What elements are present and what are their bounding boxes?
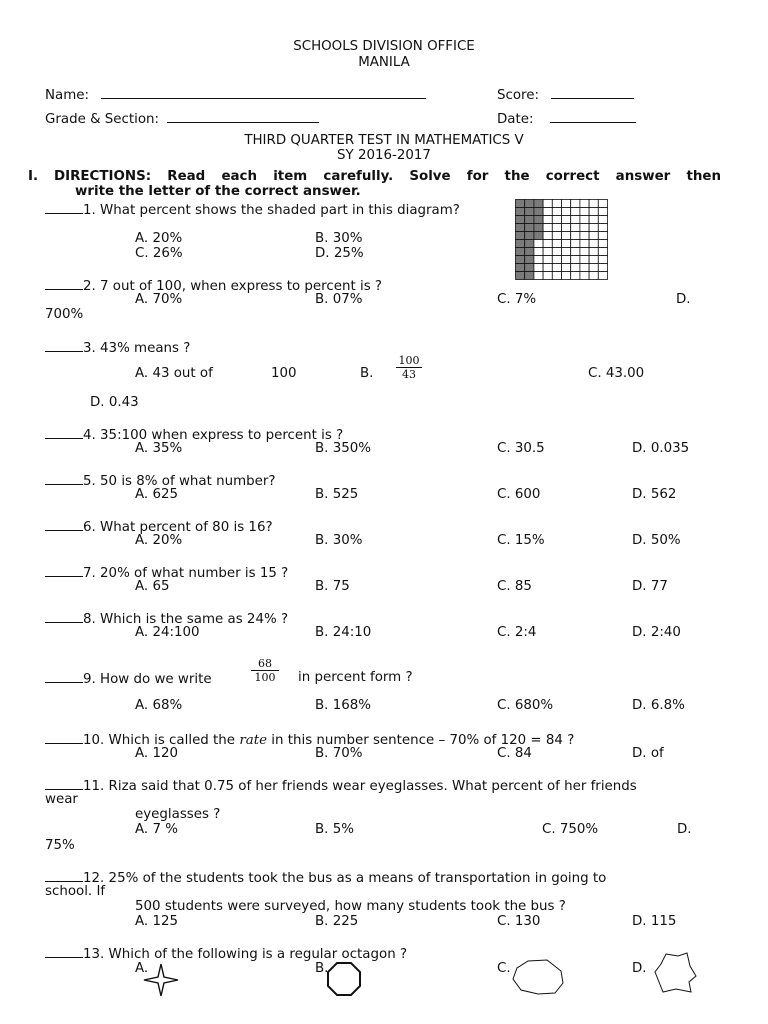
grid-square <box>580 200 589 208</box>
grid-square <box>562 256 571 264</box>
grid-square <box>598 264 607 272</box>
grid-square <box>580 208 589 216</box>
directions-line2: write the letter of the correct answer. <box>75 184 361 199</box>
percent-grid-diagram <box>515 199 609 281</box>
grid-square <box>552 208 561 216</box>
school-year: SY 2016-2017 <box>337 148 431 163</box>
q13-option-b: B. <box>315 961 329 976</box>
grid-square <box>534 264 543 272</box>
q2-text: 2. 7 out of 100, when express to percent is ? <box>83 279 383 294</box>
grid-square-shaded <box>516 256 525 264</box>
q13-option-c: C. <box>497 961 511 976</box>
q3-option-a: A. 43 out of <box>135 366 213 381</box>
q1-option-a: A. 20% <box>135 231 183 246</box>
grid-square <box>562 272 571 280</box>
q12-text: 12. 25% of the students took the bus as a means of transportation in going to <box>83 871 607 886</box>
grid-square <box>589 216 598 224</box>
grid-square <box>562 216 571 224</box>
grid-square <box>543 208 552 216</box>
q9-question-end: in percent form ? <box>298 670 413 685</box>
grid-square-shaded <box>534 208 543 216</box>
grid-square-shaded <box>525 200 534 208</box>
grid-square <box>571 272 580 280</box>
score-blank <box>551 86 634 99</box>
q4-option-c: C. 30.5 <box>497 441 545 456</box>
grid-square-shaded <box>534 224 543 232</box>
q9-option-d: D. 6.8% <box>632 698 685 713</box>
grid-square <box>580 264 589 272</box>
grid-square <box>598 232 607 240</box>
grid-square <box>543 256 552 264</box>
grid-square-shaded <box>534 232 543 240</box>
directions-number: I. <box>28 169 39 184</box>
q5-option-c: C. 600 <box>497 487 541 502</box>
q11-option-d: D. <box>677 822 692 837</box>
q12-option-d: D. 115 <box>632 914 677 929</box>
grid-square <box>598 240 607 248</box>
answer-blank <box>45 201 83 214</box>
q10-option-d: D. of <box>632 746 664 761</box>
grid-square <box>543 248 552 256</box>
irregular-polygon-d-icon <box>654 952 698 994</box>
grid-square <box>534 256 543 264</box>
grid-square <box>552 248 561 256</box>
grid-square <box>571 240 580 248</box>
grid-square <box>571 248 580 256</box>
grid-square <box>571 224 580 232</box>
grade-field <box>45 110 319 128</box>
grid-square-shaded <box>525 216 534 224</box>
grid-square <box>598 200 607 208</box>
grid-square <box>571 264 580 272</box>
grid-square <box>552 224 561 232</box>
q7-option-a: A. 65 <box>135 579 170 594</box>
date-field <box>497 110 636 128</box>
answer-blank <box>45 670 83 683</box>
star-shape-icon <box>143 964 179 996</box>
q12-question <box>45 869 606 887</box>
q3-option-a-denominator: 100 <box>271 366 297 381</box>
grid-square-shaded <box>516 200 525 208</box>
grid-square <box>589 256 598 264</box>
grid-square <box>580 232 589 240</box>
answer-blank <box>45 869 83 882</box>
q6-option-a: A. 20% <box>135 533 183 548</box>
grid-square <box>571 232 580 240</box>
grid-square-shaded <box>516 248 525 256</box>
q5-option-b: B. 525 <box>315 487 359 502</box>
q10-option-b: B. 70% <box>315 746 363 761</box>
q12-question-cont: 500 students were surveyed, how many students took the bus ? <box>135 899 566 914</box>
q8-option-a: A. 24:100 <box>135 625 200 640</box>
grid-square <box>589 232 598 240</box>
q10-option-a: A. 120 <box>135 746 178 761</box>
grid-square-shaded <box>525 248 534 256</box>
q5-option-d: D. 562 <box>632 487 677 502</box>
q10-option-c: C. 84 <box>497 746 532 761</box>
grid-square <box>543 200 552 208</box>
grid-square <box>589 200 598 208</box>
grid-square <box>543 224 552 232</box>
answer-blank <box>45 426 83 439</box>
q9-option-b: B. 168% <box>315 698 371 713</box>
grid-square <box>552 256 561 264</box>
q4-option-a: A. 35% <box>135 441 183 456</box>
grid-square <box>552 200 561 208</box>
q2-option-c: C. 7% <box>497 292 537 307</box>
grid-square <box>552 264 561 272</box>
answer-blank <box>45 277 83 290</box>
grid-square <box>571 208 580 216</box>
grid-square <box>580 256 589 264</box>
q3-option-d: D. 0.43 <box>90 395 139 410</box>
q11-option-a: A. 7 % <box>135 822 178 837</box>
grid-square <box>598 256 607 264</box>
q5-text: 5. 50 is 8% of what number? <box>83 474 276 489</box>
q3-option-b: B. <box>360 366 374 381</box>
answer-blank <box>45 472 83 485</box>
grid-square <box>589 208 598 216</box>
grid-square <box>543 232 552 240</box>
grid-square <box>571 256 580 264</box>
irregular-polygon-c-icon <box>512 959 564 995</box>
grid-square <box>534 240 543 248</box>
q8-option-c: C. 2:4 <box>497 625 537 640</box>
date-blank <box>550 110 636 123</box>
q13-option-a: A. <box>135 961 149 976</box>
grid-square-shaded <box>516 232 525 240</box>
q4-option-d: D. 0.035 <box>632 441 690 456</box>
grid-square <box>552 272 561 280</box>
grid-square-shaded <box>534 200 543 208</box>
q11-option-c: C. 750% <box>542 822 599 837</box>
grid-square-shaded <box>516 208 525 216</box>
q2-option-a: A. 70% <box>135 292 183 307</box>
q1-option-b: B. 30% <box>315 231 363 246</box>
q4-option-b: B. 350% <box>315 441 371 456</box>
q11-question-wrap: wear <box>45 792 78 807</box>
grid-square <box>598 224 607 232</box>
grid-square <box>598 272 607 280</box>
answer-blank <box>45 518 83 531</box>
score-label: Score: <box>497 88 540 103</box>
q11-text: 11. Riza said that 0.75 of her friends wear eyeglasses. What percent of her friends <box>83 779 637 794</box>
grid-square <box>562 240 571 248</box>
answer-blank <box>45 564 83 577</box>
name-blank <box>101 86 426 99</box>
q9-question <box>45 670 212 688</box>
q10-text-end: in this number sentence – 70% of 120 = 84 ? <box>271 733 575 748</box>
q3-option-b-fraction <box>396 354 422 381</box>
grade-label: Grade & Section: <box>45 112 160 127</box>
directions-line1: DIRECTIONS: Read each item carefully. Solve for the correct answer then <box>54 169 721 184</box>
grid-square <box>562 264 571 272</box>
grid-square <box>552 232 561 240</box>
fraction-denominator: 100 <box>251 670 279 684</box>
grid-square <box>580 248 589 256</box>
q11-option-b: B. 5% <box>315 822 354 837</box>
grid-square <box>534 272 543 280</box>
answer-blank <box>45 339 83 352</box>
grid-square <box>534 248 543 256</box>
q8-text: 8. Which is the same as 24% ? <box>83 612 289 627</box>
grid-square <box>580 224 589 232</box>
q6-text: 6. What percent of 80 is 16? <box>83 520 273 535</box>
q3-question <box>45 339 190 357</box>
date-label: Date: <box>497 112 534 127</box>
grid-square <box>580 216 589 224</box>
q7-option-d: D. 77 <box>632 579 668 594</box>
q1-text: 1. What percent shows the shaded part in this diagram? <box>83 203 460 218</box>
grid-square <box>562 232 571 240</box>
q7-text: 7. 20% of what number is 15 ? <box>83 566 289 581</box>
answer-blank <box>45 945 83 958</box>
grid-square <box>571 200 580 208</box>
office-city: MANILA <box>358 55 410 70</box>
name-field <box>45 86 426 104</box>
grid-square <box>598 208 607 216</box>
q1-option-c: C. 26% <box>135 246 183 261</box>
q5-option-a: A. 625 <box>135 487 178 502</box>
fraction-numerator: 100 <box>398 354 420 367</box>
grid-square-shaded <box>516 264 525 272</box>
q2-option-d: D. <box>676 292 691 307</box>
q10-question <box>45 731 574 749</box>
grid-square <box>543 240 552 248</box>
q4-question <box>45 426 343 444</box>
q9-text: 9. How do we write <box>83 672 212 687</box>
grid-square-shaded <box>516 224 525 232</box>
grid-square <box>552 216 561 224</box>
q11-question <box>45 777 637 795</box>
grid-square <box>562 200 571 208</box>
grid-square-shaded <box>516 272 525 280</box>
grid-square <box>580 272 589 280</box>
q3-option-c: C. 43.00 <box>588 366 645 381</box>
fraction-denominator: 43 <box>396 367 422 381</box>
grid-square-shaded <box>516 240 525 248</box>
grid-square <box>562 208 571 216</box>
q12-question-wrap: school. If <box>45 884 106 899</box>
q6-option-b: B. 30% <box>315 533 363 548</box>
q8-option-b: B. 24:10 <box>315 625 372 640</box>
q13-text: 13. Which of the following is a regular octagon ? <box>83 947 408 962</box>
grid-square <box>543 216 552 224</box>
q2-option-b: B. 07% <box>315 292 363 307</box>
q12-option-a: A. 125 <box>135 914 178 929</box>
grid-square <box>543 264 552 272</box>
q3-text: 3. 43% means ? <box>83 341 191 356</box>
q12-option-c: C. 130 <box>497 914 541 929</box>
q7-option-b: B. 75 <box>315 579 350 594</box>
q10-text: 10. Which is called the <box>83 733 236 748</box>
q1-option-d: D. 25% <box>315 246 364 261</box>
grid-square-shaded <box>525 272 534 280</box>
grid-square <box>598 216 607 224</box>
grid-square-shaded <box>525 240 534 248</box>
grid-square <box>571 216 580 224</box>
q6-option-d: D. 50% <box>632 533 681 548</box>
grid-square <box>589 272 598 280</box>
q9-fraction <box>251 657 279 684</box>
grid-square-shaded <box>525 264 534 272</box>
q2-option-d-value: 700% <box>45 307 84 322</box>
answer-blank <box>45 731 83 744</box>
name-label: Name: <box>45 88 90 103</box>
grid-square <box>543 272 552 280</box>
grid-square <box>562 224 571 232</box>
score-field <box>497 86 634 104</box>
grid-square <box>589 248 598 256</box>
grid-square <box>552 240 561 248</box>
q10-rate-word: rate <box>239 733 268 748</box>
q13-option-d: D. <box>632 961 647 976</box>
octagon-shape-icon <box>326 961 362 997</box>
grid-square-shaded <box>516 216 525 224</box>
q12-option-b: B. 225 <box>315 914 359 929</box>
q9-option-a: A. 68% <box>135 698 183 713</box>
grid-square <box>589 240 598 248</box>
q9-option-c: C. 680% <box>497 698 554 713</box>
grid-square-shaded <box>534 216 543 224</box>
q11-option-d-value: 75% <box>45 838 75 853</box>
grid-square <box>580 240 589 248</box>
office-name: SCHOOLS DIVISION OFFICE <box>293 39 475 54</box>
q11-question-cont: eyeglasses ? <box>135 807 221 822</box>
grid-square-shaded <box>525 256 534 264</box>
q6-option-c: C. 15% <box>497 533 545 548</box>
q7-option-c: C. 85 <box>497 579 532 594</box>
grid-square-shaded <box>525 208 534 216</box>
fraction-numerator: 68 <box>258 657 272 670</box>
grid-square-shaded <box>525 232 534 240</box>
grid-square <box>598 248 607 256</box>
q8-option-d: D. 2:40 <box>632 625 681 640</box>
grid-square <box>589 264 598 272</box>
q1-question <box>45 201 460 219</box>
test-title: THIRD QUARTER TEST IN MATHEMATICS V <box>244 133 524 148</box>
answer-blank <box>45 610 83 623</box>
grid-square-shaded <box>525 224 534 232</box>
q4-text: 4. 35:100 when express to percent is ? <box>83 428 344 443</box>
grid-square <box>562 248 571 256</box>
grid-square <box>589 224 598 232</box>
answer-blank <box>45 777 83 790</box>
grade-blank <box>167 110 319 123</box>
